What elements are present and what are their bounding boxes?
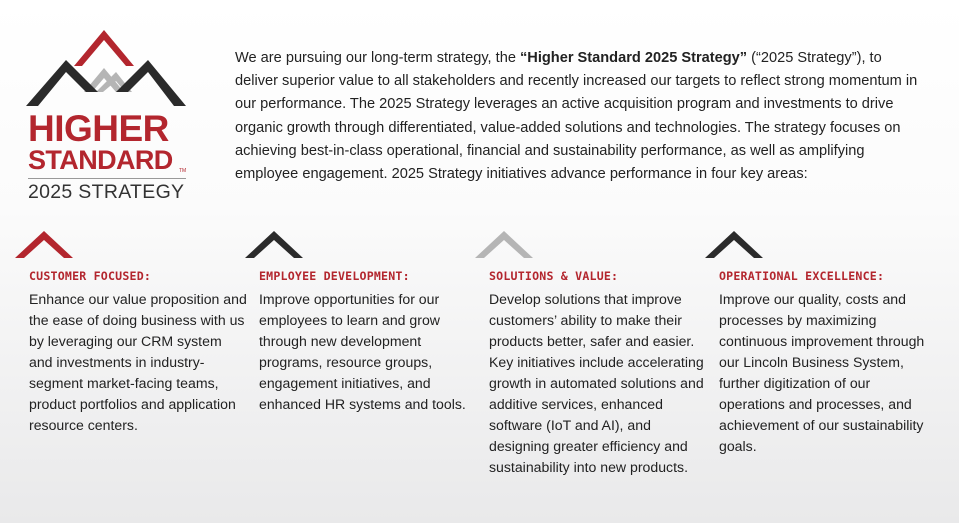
logo-divider xyxy=(28,178,186,179)
area-title: OPERATIONAL EXCELLENCE: xyxy=(719,269,885,283)
area-body: Develop solutions that improve customers’ ability to make their products better, safer and easier. Key initiatives include accelerating growth in automated solutions and additive services, enhanced software (IoT and AI), and designing greater efficiency and sustainability into new products. xyxy=(489,291,704,475)
chevron-dark-icon xyxy=(245,231,303,258)
area-body: Improve opportunities for our employees to learn and grow through new development programs, resource groups, engagement initiatives, and enhanced HR systems and tools. xyxy=(259,291,466,412)
higher-standard-logo xyxy=(26,30,191,205)
intro-paragraph xyxy=(235,47,925,186)
area-operational-excellence xyxy=(719,231,937,457)
intro-strategy-name: “Higher Standard 2025 Strategy” xyxy=(519,50,748,66)
logo-strategy-text: 2025 STRATEGY xyxy=(28,181,185,203)
area-title: EMPLOYEE DEVELOPMENT: xyxy=(259,269,410,283)
area-customer-focused xyxy=(29,231,247,436)
logo-trademark: TM xyxy=(179,168,187,174)
chevron-red-icon xyxy=(15,231,73,258)
area-body: Enhance our value proposition and the ease of doing business with us by leveraging our CRM system and investments in industry-segment market-facing teams, product portfolios and application resource centers. xyxy=(29,291,247,433)
mountain-peaks-icon xyxy=(26,30,191,110)
chevron-dark-icon xyxy=(705,231,763,258)
logo-standard-text: STANDARD xyxy=(28,145,173,175)
area-employee-development xyxy=(259,231,477,415)
logo-higher-text: HIGHER xyxy=(28,108,169,149)
area-title: SOLUTIONS & VALUE: xyxy=(489,269,619,283)
intro-part2: (“2025 Strategy”), to deliver superior value to all stakeholders and recently increased our targets to reflect strong momentum in our performance. The 2025 Strategy leverages an active acquisition program and investments to drive organic growth through differentiated, value-added solutions and technologies. The strategy focuses on achieving best-in-class operational, financial and sustainability performance, as well as amplifying employee engagement. 2025 Strategy initiatives advance performance in four key areas: xyxy=(235,50,918,183)
area-solutions-value xyxy=(489,231,707,478)
area-body: Improve our quality, costs and processes by maximizing continuous improvement through our Lincoln Business System, further digitization of our operations and processes, and achievement of our sustainability goals. xyxy=(719,291,925,454)
area-title: CUSTOMER FOCUSED: xyxy=(29,269,152,283)
intro-part1: We are pursuing our long-term strategy, the xyxy=(235,50,520,66)
chevron-gray-icon xyxy=(475,231,533,258)
